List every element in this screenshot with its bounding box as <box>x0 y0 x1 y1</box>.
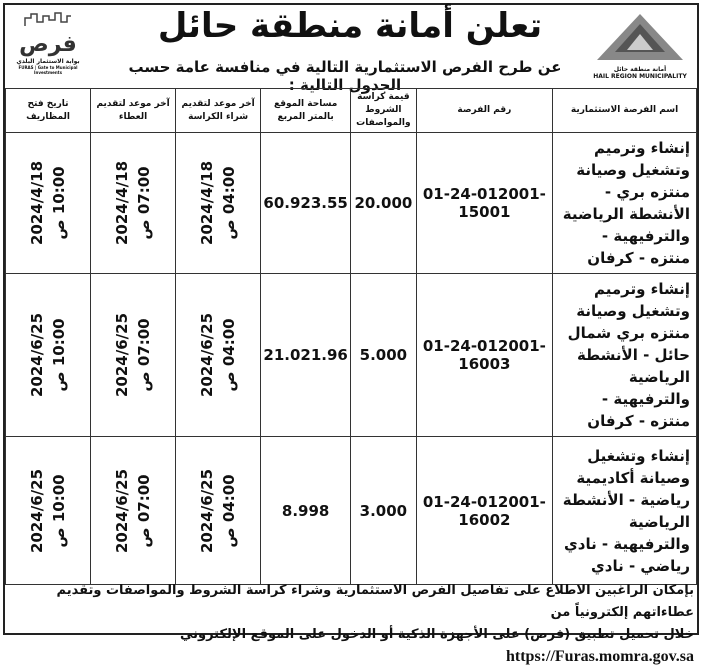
footer-note <box>8 580 694 669</box>
date: 2024/6/25 <box>198 468 217 553</box>
time: 04:00 ص <box>220 166 239 240</box>
time: 07:00 ص <box>135 473 154 548</box>
opportunity-number: 01-24-012001-16002 <box>416 437 553 585</box>
table-row <box>6 274 697 437</box>
header-number: رقم الفرصة <box>416 89 553 133</box>
triangle-logo-icon <box>595 10 685 62</box>
purchase-deadline <box>176 274 261 437</box>
booklet-price: 3.000 <box>351 437 416 585</box>
time: 10:00 ص <box>50 473 69 548</box>
time: 04:00 ص <box>220 318 239 392</box>
opportunities-table <box>5 88 697 585</box>
time: 07:00 ص <box>135 318 154 392</box>
table-header-row <box>6 89 697 133</box>
submit-deadline <box>91 133 176 274</box>
logo-english-text: HAIL REGION MUNICIPALITY <box>593 73 687 80</box>
date: 2024/6/25 <box>28 312 47 398</box>
purchase-deadline <box>176 133 261 274</box>
date: 2024/4/18 <box>198 160 217 246</box>
submit-deadline <box>91 274 176 437</box>
opportunity-name: إنشاء وترميم وتشغيل وصيانة منتزه بري شمال حائل - الأنشطة الرياضية والترفيهية - منتزه - كرفان <box>553 274 697 437</box>
page-title: تعلن أمانة منطقة حائل <box>157 6 543 46</box>
booklet-price: 20.000 <box>351 133 416 274</box>
opening-date <box>6 437 91 585</box>
date: 2024/6/25 <box>28 468 47 553</box>
date: 2024/6/25 <box>113 312 132 398</box>
header-submit-deadline: آخر موعد لتقديم العطاء <box>91 89 176 133</box>
date: 2024/4/18 <box>28 160 47 246</box>
opening-date <box>6 274 91 437</box>
table-row <box>6 437 697 585</box>
website-link[interactable]: https://Furas.momra.gov.sa <box>506 648 694 665</box>
time: 04:00 ص <box>220 473 239 548</box>
opportunity-name: إنشاء وترميم وتشغيل وصيانة منتزه بري - الأنشطة الرياضية والترفيهية - منتزه - كرفان <box>553 133 697 274</box>
header-opening-date: تاريخ فتح المظاريف <box>6 89 91 133</box>
time: 07:00 ص <box>135 166 154 240</box>
logo-arabic-text: أمانة منطقة حائل <box>613 66 667 73</box>
logo-arabic-text: بوابة الاستثمار البلدي <box>16 58 80 65</box>
submit-deadline <box>91 437 176 585</box>
page-subtitle: عن طرح الفرص الاستثمارية التالية في منافسة عامة حسب الجدول التالية : <box>128 58 562 94</box>
date: 2024/6/25 <box>113 468 132 553</box>
purchase-deadline <box>176 437 261 585</box>
logo-english-text: FURAS | Gate to Municipal Investments <box>18 65 78 75</box>
time: 10:00 ص <box>50 318 69 392</box>
logo-word: فرص <box>19 32 77 57</box>
opportunity-number: 01-24-012001-16003 <box>416 274 553 437</box>
booklet-price: 5.000 <box>351 274 416 437</box>
time: 10:00 ص <box>50 166 69 240</box>
date: 2024/6/25 <box>198 312 217 398</box>
table-row <box>6 133 697 274</box>
site-area: 60.923.55 <box>261 133 351 274</box>
header-name: اسم الفرصة الاستثمارية <box>553 89 697 133</box>
skyline-icon <box>23 10 73 28</box>
opportunity-number: 01-24-012001-15001 <box>416 133 553 274</box>
date: 2024/4/18 <box>113 160 132 246</box>
header-area: مساحة الموقع بالمتر المربع <box>261 89 351 133</box>
header-purchase-deadline: آخر موعد لتقديم شراء الكراسة <box>176 89 261 133</box>
hail-municipality-logo <box>590 10 690 82</box>
opportunity-name: إنشاء وتشغيل وصيانة أكاديمية رياضية - الأنشطة الرياضية والترفيهية - نادي رياضي - نادي <box>553 437 697 585</box>
footer-line-1: بإمكان الراغبين الاطلاع على تفاصيل الفرص الاستثمارية وشراء كراسة الشروط والمواصفات وتقديم عطاءاتهم إلكترونياً من <box>56 583 694 620</box>
header-price: قيمة كراسة الشروط والمواصفات <box>351 89 416 133</box>
footer-line-2: خلال تحميل تطبيق (فرص) على الأجهزة الذكية أو الدخول على الموقع الإلكتروني <box>179 627 694 642</box>
opening-date <box>6 133 91 274</box>
site-area: 8.998 <box>261 437 351 585</box>
furas-logo <box>10 10 86 82</box>
site-area: 21.021.96 <box>261 274 351 437</box>
